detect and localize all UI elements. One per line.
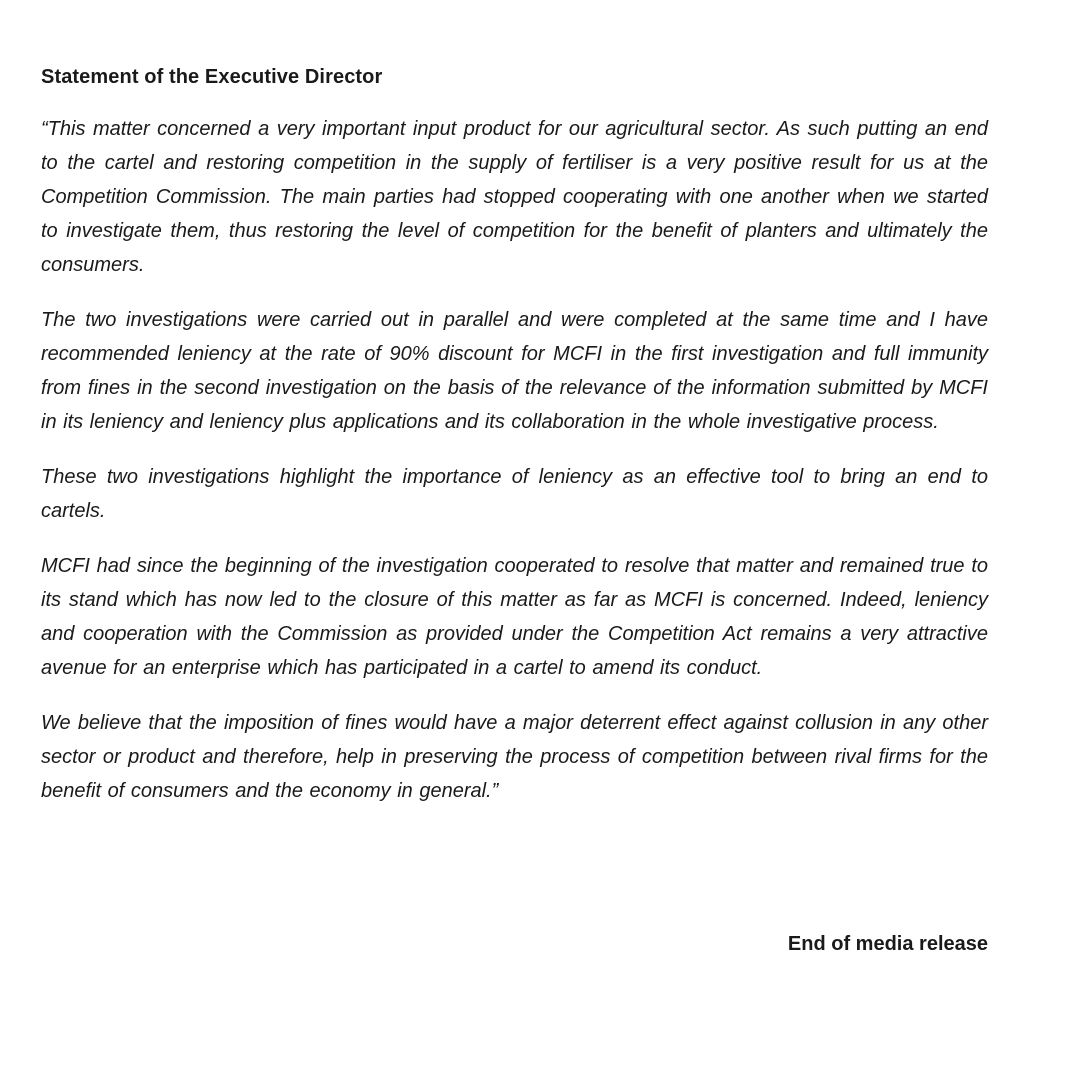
paragraph-mcfi-cooperation: MCFI had since the beginning of the investigation cooperated to resolve that matter and remained true to its stand which has now led to the closure of this matter as far as MCFI is concerned. Indeed, leniency and cooperation with the Commission as provided under the Competition Act remains a very attractive avenue for an enterprise which has participated in a cartel to amend its conduct.: [41, 555, 988, 679]
document-body: [41, 60, 988, 808]
statement-heading: Statement of the Executive Director: [41, 66, 383, 88]
paragraph-leniency-tool: These two investigations highlight the importance of leniency as an effective tool to bring an end to cartels.: [41, 466, 988, 522]
paragraph-leniency-recommendation: The two investigations were carried out in parallel and were completed at the same time and I have recommended leniency at the rate of 90% discount for MCFI in the first investigation and full immunity from fines in the second investigation on the basis of the relevance of the information submitted by MCFI in its leniency and leniency plus applications and its collaboration in the whole investigative process.: [41, 309, 988, 433]
end-of-release-label: End of media release: [787, 933, 988, 955]
paragraph-deterrent-effect: We believe that the imposition of fines would have a major deterrent effect against collusion in any other sector or product and therefore, help in preserving the process of competition between rival firms for the benefit of consumers and the economy in general.”: [41, 712, 988, 802]
paragraph-fertiliser-cartel: “This matter concerned a very important input product for our agricultural sector. As such putting an end to the cartel and restoring competition in the supply of fertiliser is a very positive result for us at the Competition Commission. The main parties had stopped cooperating with one another when we started to investigate them, thus restoring the level of competition for the benefit of planters and ultimately the consumers.: [41, 118, 988, 276]
